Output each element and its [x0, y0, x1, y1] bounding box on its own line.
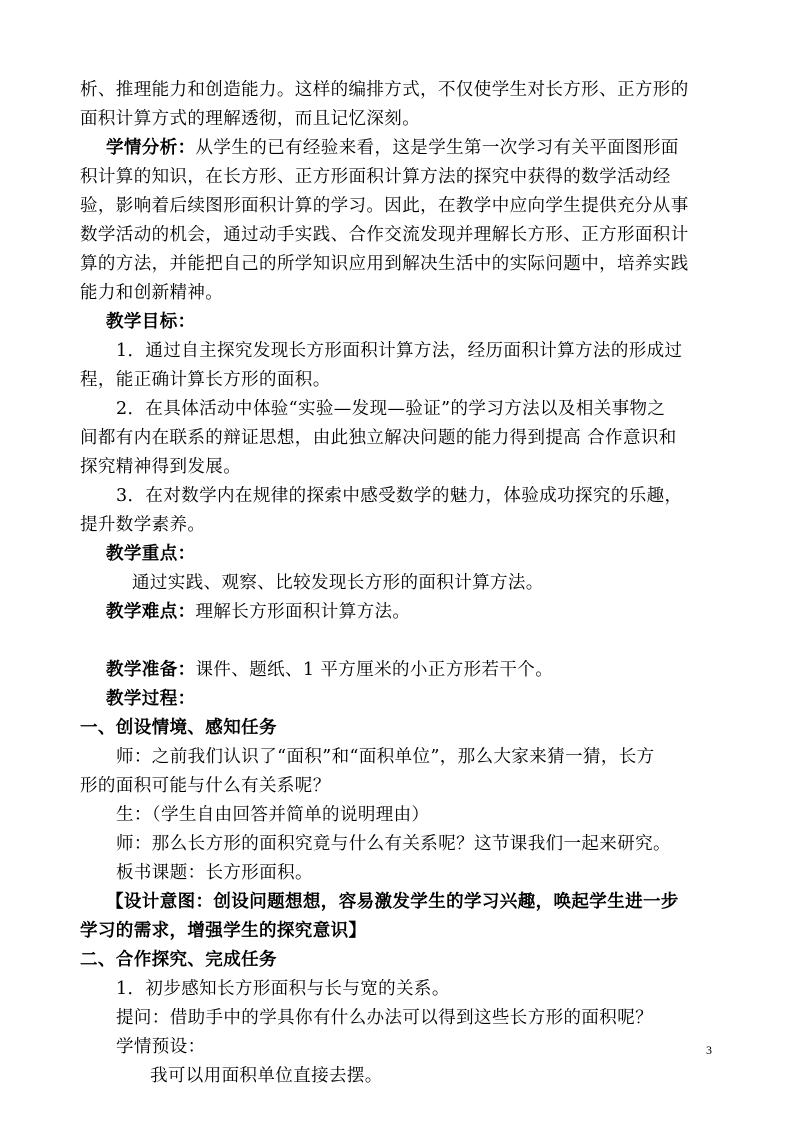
text-line: 1．通过自主探究发现长方形面积计算方法，经历面积计算方法的形成过 — [116, 341, 683, 361]
text-run: 课件、题纸、1 平方厘米的小正方形若干个。 — [195, 660, 554, 680]
text-line: 验，影响着后续图形面积计算的学习。因此，在教学中应向学生提供充分从事 — [80, 196, 689, 216]
design-intent-note: 学习的需求，增强学生的探究意识】 — [80, 921, 367, 941]
text-line: 师：那么长方形的面积究竟与什么有关系呢？这节课我们一起来研究。 — [116, 834, 671, 854]
text-line: 积计算的知识，在长方形、正方形面积计算方法的探究中获得的数学活动经 — [80, 167, 671, 187]
text-line: 通过实践、观察、比较发现长方形的面积计算方法。 — [132, 573, 544, 593]
section-heading: 教学目标： — [106, 312, 196, 332]
text-line: 提升数学素养。 — [80, 515, 206, 535]
text-line: 师：之前我们认识了“面积”和“面积单位”，那么大家来猜一猜，长方 — [116, 747, 655, 767]
section-label: 学情分析： — [106, 138, 196, 158]
text-line: 间都有内在联系的辩证思想，由此独立解决问题的能力得到提高 合作意识和 — [80, 428, 677, 448]
text-line: 生：（学生自由回答并简单的说明理由） — [116, 805, 430, 825]
text-line: 1．初步感知长方形面积与长与宽的关系。 — [116, 979, 450, 999]
section-label: 教学准备： — [106, 660, 196, 680]
part-heading: 二、合作探究、完成任务 — [80, 950, 277, 970]
text-line: 板书课题：长方形面积。 — [116, 863, 313, 883]
text-line: 程，能正确计算长方形的面积。 — [80, 370, 331, 390]
text-run: 从学生的已有经验来看，这是学生第一次学习有关平面图形面 — [195, 138, 679, 158]
section-heading: 教学过程： — [106, 689, 196, 709]
text-line: 算的方法，并能把自己的所学知识应用到解决生活中的实际问题中，培养实践 — [80, 254, 689, 274]
text-line: 2．在具体活动中体验“实验—发现—验证”的学习方法以及相关事物之 — [116, 399, 666, 419]
text-line: 面积计算方式的理解透彻，而且记忆深刻。 — [80, 109, 421, 129]
text-line: 提问：借助手中的学具你有什么办法可以得到这些长方形的面积呢？ — [116, 1008, 653, 1028]
text-line: 数学活动的机会，通过动手实践、合作交流发现并理解长方形、正方形面积计 — [80, 225, 689, 245]
text-line: 析、推理能力和创造能力。这样的编排方式，不仅使学生对长方形、正方形的 — [80, 80, 689, 100]
part-heading: 一、创设情境、感知任务 — [80, 718, 277, 738]
text-line: 学情预设： — [116, 1037, 206, 1057]
text-line — [106, 659, 553, 681]
text-line: 能力和创新精神。 — [80, 283, 224, 303]
text-line: 形的面积可能与什么有关系呢？ — [80, 776, 331, 796]
section-label: 教学难点： — [106, 602, 196, 622]
text-run: 理解长方形面积计算方法。 — [195, 602, 411, 622]
text-line — [106, 137, 679, 159]
design-intent-note: 【设计意图：创设问题想想，容易激发学生的学习兴趣，唤起学生进一步 — [106, 892, 679, 912]
text-line: 3．在对数学内在规律的探索中感受数学的魅力，体验成功探究的乐趣， — [116, 486, 683, 506]
text-line — [106, 601, 410, 623]
text-line: 探究精神得到发展。 — [80, 457, 242, 477]
text-line: 我可以用面积单位直接去摆。 — [150, 1066, 383, 1086]
section-heading: 教学重点： — [106, 544, 196, 564]
page-number: 3 — [706, 1043, 712, 1057]
